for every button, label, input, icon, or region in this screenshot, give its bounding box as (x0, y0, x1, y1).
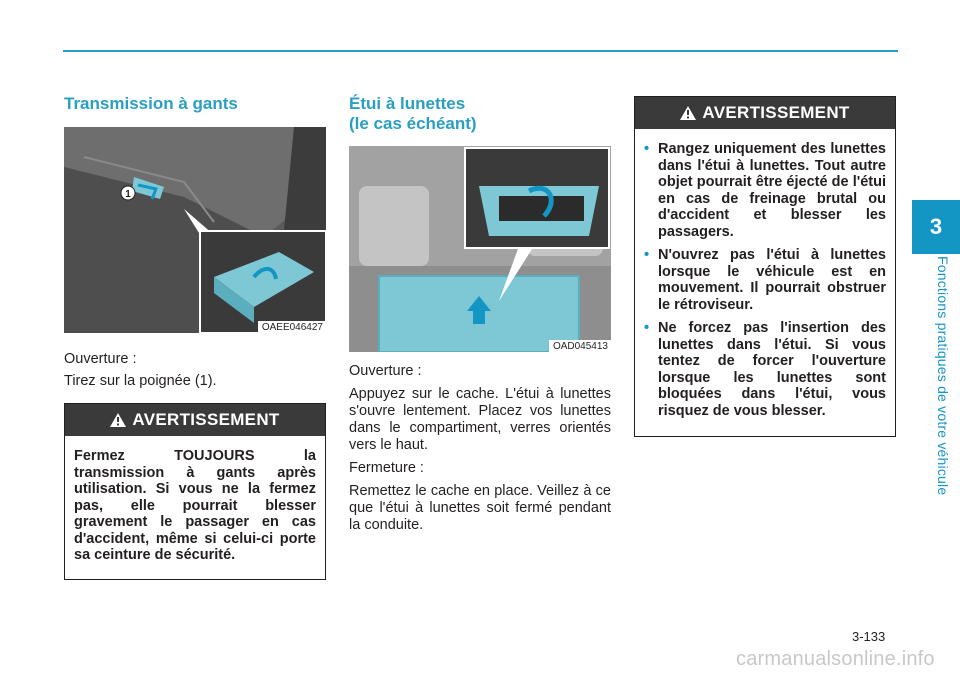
warning-title: AVERTISSEMENT (132, 410, 280, 429)
bullet-icon: • (644, 247, 650, 263)
paragraph: Fermeture : (349, 460, 424, 476)
warning-item-text: Ne forcez pas l'insertion des lunettes dans l'étui. Si vous tentez de forcer l'ouverture lorsque les lunettes sont bloquées dans l'étui, vous risquez de vous blesser. (658, 320, 886, 419)
chapter-tab (912, 200, 960, 254)
chapter-number: 3 (929, 214, 943, 239)
warning-text: Fermez TOUJOURS la transmission à gants après utilisation. Si vous ne la fermez pas, elle pourrait blesser gravement le passager en cas d'accident, même si celui-ci porte sa ceinture de sécurité. (74, 448, 316, 563)
warning-icon (680, 106, 696, 120)
warning-title: AVERTISSEMENT (702, 103, 850, 122)
paragraph: Appuyez sur le cache. L'étui à lunettes s'ouvre lentement. Placez vos lunettes dans le compartiment, verres orientés vers le haut. (349, 386, 611, 453)
heading-line: Étui à lunettes (349, 94, 466, 113)
warning-box (64, 403, 326, 580)
glovebox-illustration (64, 127, 326, 333)
bullet-icon: • (644, 141, 650, 157)
chapter-title: Fonctions pratiques de votre véhicule (935, 256, 951, 496)
callout-number: 1 (125, 189, 131, 200)
warning-item-text: Rangez uniquement des lunettes dans l'étui à lunettes. Tout autre objet pourrait être éjecté de l'étui en cas de freinage brutal ou d'accident et blesser les passagers. (658, 141, 886, 240)
warning-header (635, 97, 895, 129)
warning-list-body (635, 129, 895, 436)
warning-list-item (644, 247, 886, 313)
warning-box (634, 96, 896, 437)
section-heading-glasses-holder (349, 94, 611, 134)
section-heading-glovebox: Transmission à gants (64, 94, 238, 113)
paragraph: Tirez sur la poignée (1). (64, 373, 217, 389)
page-number: 3-133 (852, 629, 886, 644)
bullet-icon: • (644, 320, 650, 336)
paragraph: Remettez le cache en place. Veillez à ce que l'étui à lunettes soit fermé pendant la conduite. (349, 483, 611, 533)
warning-list-item (644, 141, 886, 240)
paragraph: Ouverture : (349, 363, 422, 379)
paragraph: Ouverture : (64, 351, 137, 367)
header-rule (63, 50, 898, 52)
glasses-holder-section (349, 90, 611, 534)
glasses-warning-section (634, 96, 896, 437)
watermark: carmanualsonline.info (736, 648, 935, 670)
warning-icon (110, 413, 126, 427)
glovebox-section (64, 90, 326, 580)
figure-code: OAEE046427 (258, 321, 326, 333)
warning-list (644, 141, 886, 419)
glasses-holder-illustration (349, 146, 611, 352)
warning-item-text: N'ouvrez pas l'étui à lunettes lorsque le véhicule est en mouvement. Il pourrait obstruer le rétroviseur. (658, 247, 886, 313)
warning-header (65, 404, 325, 436)
heading-line: (le cas échéant) (349, 114, 477, 133)
glasses-holder-drawing (349, 146, 611, 352)
figure-code: OAD045413 (549, 340, 611, 352)
warning-list-item (644, 320, 886, 419)
glovebox-drawing (64, 127, 326, 333)
